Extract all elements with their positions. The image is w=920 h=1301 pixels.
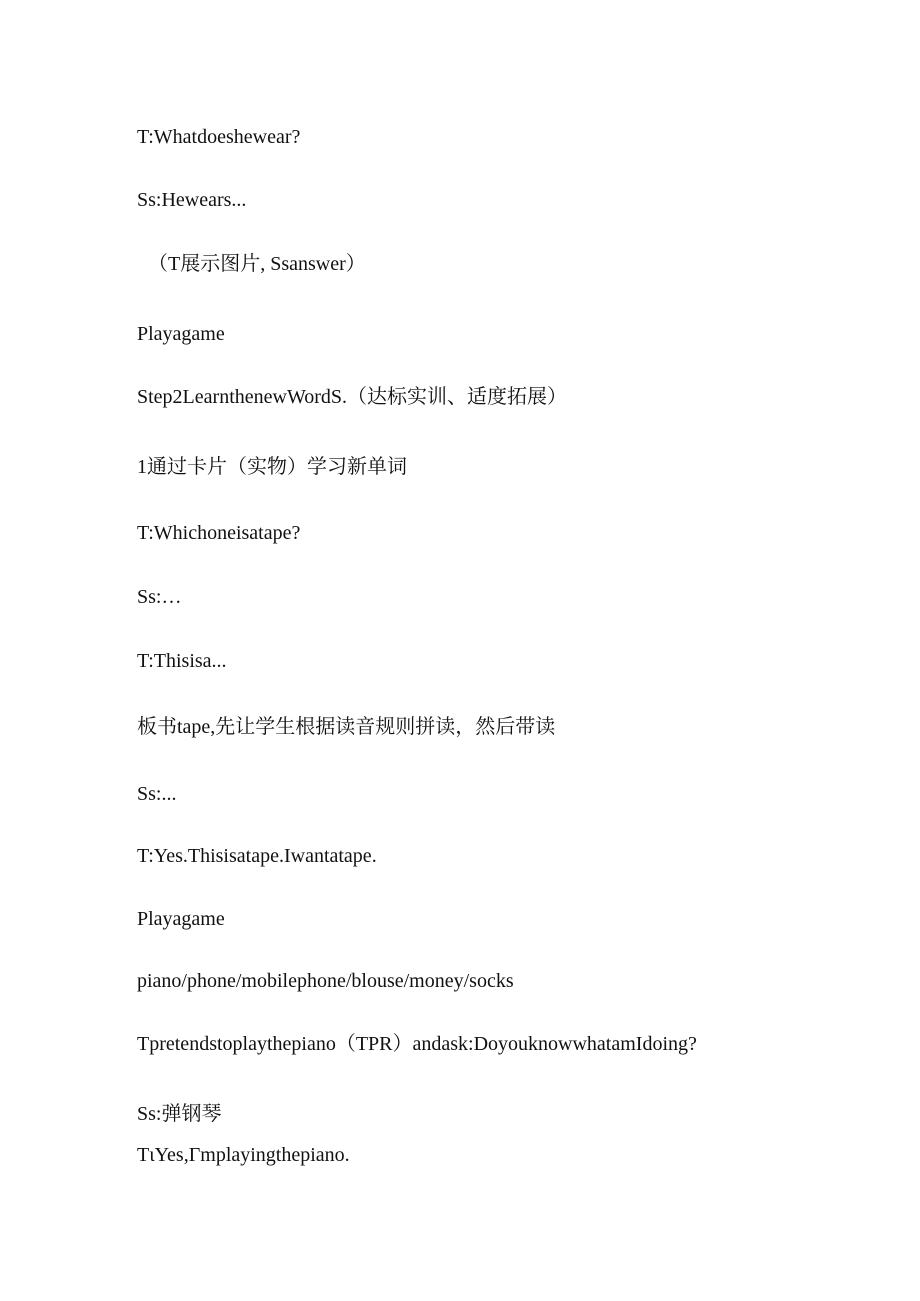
text-line-teacher-confirm: T:Yes.Thisisatape.Iwantatape. xyxy=(137,845,377,867)
text-line-step2-heading: Step2LearnthenewWordS.（达标实训、适度拓展） xyxy=(137,386,567,408)
text-line-students-reply: Ss:… xyxy=(137,586,182,608)
text-line-students-reply-2: Ss:... xyxy=(137,783,177,805)
text-line-teacher-final: TιYes,Γmplayingthepiano. xyxy=(137,1144,350,1166)
text-line-word-list: piano/phone/mobilephone/blouse/money/socks xyxy=(137,970,514,992)
text-line-tpr-activity: Tpretendstoplaythepiano（TPR）andask:DoyouknowwhatamIdoing? xyxy=(137,1033,697,1055)
text-line-learn-words: 1通过卡片（实物）学习新单词 xyxy=(137,456,407,478)
text-line-students-chinese: Ss:弹钢琴 xyxy=(137,1103,222,1125)
text-line-note: （T展示图片, Ssanswer） xyxy=(148,253,366,275)
text-line-students-answer: Ss:Hewears... xyxy=(137,189,247,211)
text-line-play-game-2: Playagame xyxy=(137,908,225,930)
text-line-teacher-question-2: T:Whichoneisatape? xyxy=(137,522,301,544)
text-line-play-game: Playagame xyxy=(137,323,225,345)
text-line-teacher-statement: T:Thisisa... xyxy=(137,650,227,672)
text-line-teacher-question: T:Whatdoeshewear? xyxy=(137,126,301,148)
text-line-board-writing: 板书tape,先让学生根据读音规则拼读，然后带读 xyxy=(137,716,556,738)
